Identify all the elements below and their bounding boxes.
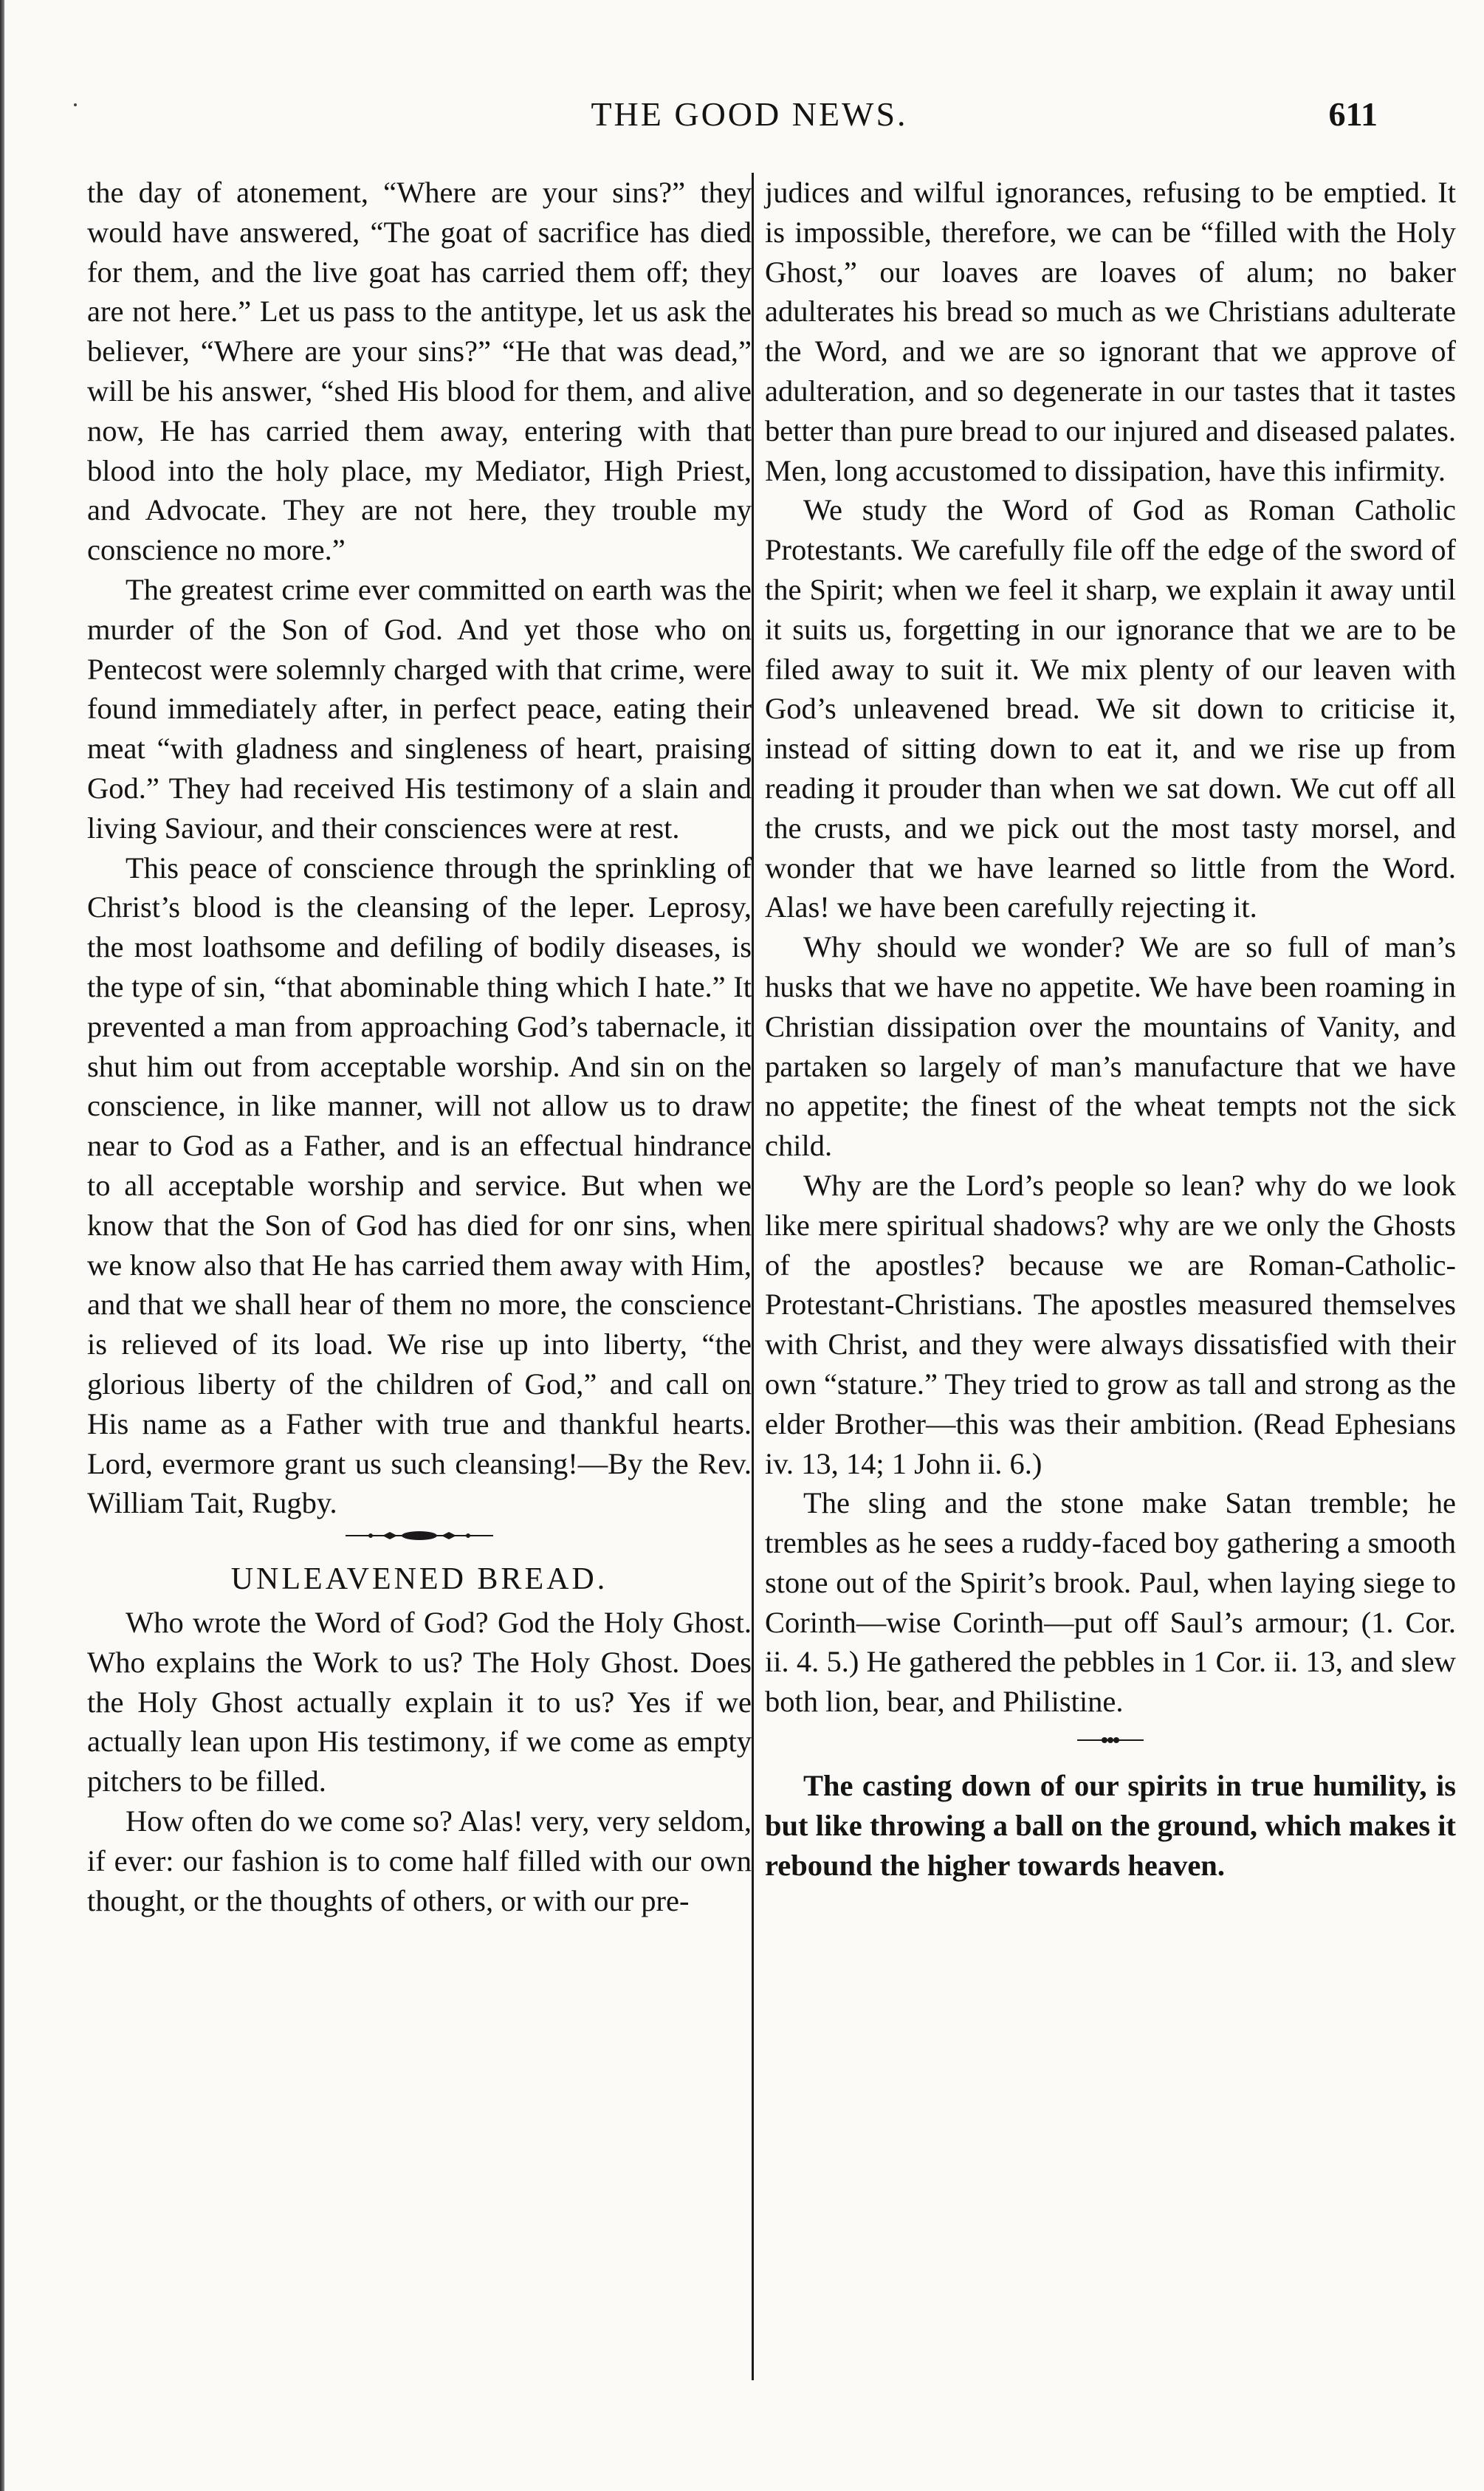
small-divider: [765, 1722, 1456, 1766]
ornament-icon: [338, 1528, 501, 1544]
ink-speck: [74, 103, 77, 106]
right-column: [765, 173, 1456, 1885]
paragraph: Why are the Lord’s people so lean? why do we look like mere spiritual shadows? why are we only the Ghosts of the apostles? because we are Roman-Catholic-Protestant-Christians. The apostles measured themselves with Christ, and they were always dissatisfied with their own “stature.” They tried to grow as tall and strong as the elder Brother—this was their ambition. (Read Ephesians iv. 13, 14; 1 John ii. 6.): [765, 1168, 1456, 1480]
paragraph: This peace of conscience through the sprinkling of Christ’s blood is the cleansing of the leper. Leprosy, the most loathsome and defiling of bodily diseases, is the type of sin, “that abominable thing which I hate.” It prevented a man from approaching God’s tabernacle, it shut him out from acceptable worship. And sin on the conscience, in like manner, will not allow us to draw near to God as a Father, and is an effectual hindrance to all acceptable worship and service. But when we know that the Son of God has died for onr sins, when we know also that He has carried them away with Him, and that we shall hear of them no more, the conscience is relieved of its load. We rise up into liberty, “the glorious liberty of the children of God,” and call on His name as a Father with true and thankful hearts. Lord, evermore grant us such cleansing!—By the Rev. William Tait, Rugby.: [87, 851, 752, 1520]
section-title: UNLEAVENED BREAD.: [230, 1562, 608, 1597]
ornamental-divider: [87, 1528, 752, 1553]
paragraph: judices and wilful ignorances, refusing to be emptied. It is impossible, therefore, we can be “filled with the Holy Ghost,” our loaves are loaves of alum; no baker adulterates his bread so much as we Christians adulterate the Word, and we are so ignorant that we approve of adulteration, and so degenerate in our tastes that it tastes better than pure bread to our injured and diseased palates. Men, long accustomed to dissipation, have this infirmity.: [765, 176, 1456, 487]
left-column: [87, 173, 752, 1920]
ornament-icon: [1077, 1735, 1144, 1745]
column-rule: [752, 173, 754, 2380]
paragraph: How often do we come so? Alas! very, very seldom, if ever: our fashion is to come half filled with our own thought, or the thoughts of others, or with our pre-: [87, 1804, 752, 1917]
page-edge-shadow: [0, 0, 4, 2491]
paragraph: the day of atonement, “Where are your sins?” they would have answered, “The goat of sacrifice has died for them, and the live goat has carried them off; they are not here.” Let us pass to the antitype, let us ask the believer, “Where are your sins?” “He that was dead,” will be his answer, “shed His blood for them, and alive now, He has carried them away, entering with that blood into the holy place, my Mediator, High Priest, and Advocate. They are not here, they trouble my conscience no more.”: [87, 176, 752, 567]
page-number: 611: [1328, 95, 1378, 133]
paragraph: The sling and the stone make Satan tremble; he trembles as he sees a ruddy-faced boy gathering a smooth stone out of the Spirit’s brook. Paul, when laying siege to Corinth—wise Corinth—put off Saul’s armour; (1. Cor. ii. 4. 5.) He gathered the pebbles in 1 Cor. ii. 13, and slew both lion, bear, and Philistine.: [765, 1486, 1456, 1719]
running-title: THE GOOD NEWS.: [591, 95, 908, 133]
closing-paragraph: The casting down of our spirits in true humility, is but like throwing a ball on the ground, which makes it rebound the higher towards heaven.: [765, 1769, 1456, 1882]
paragraph: We study the Word of God as Roman Catholic Protestants. We carefully file off the edge of the sword of the Spirit; when we feel it sharp, we explain it away until it suits us, forgetting in our ignorance that we are to be filed away to suit it. We mix plenty of our leaven with God’s unleavened bread. We sit down to criticise it, instead of sitting down to eat it, and we rise up from reading it prouder than when we sat down. We cut off all the crusts, and we pick out the most tasty morsel, and wonder that we have learned so little from the Word. Alas! we have been carefully rejecting it.: [765, 493, 1456, 924]
paragraph: Why should we wonder? We are so full of man’s husks that we have no appetite. We have been roaming in Christian dissipation over the mountains of Vanity, and partaken so largely of man’s manufacture that we have no appetite; the finest of the wheat tempts not the sick child.: [765, 930, 1456, 1163]
paragraph: The greatest crime ever committed on earth was the murder of the Son of God. And yet those who on Pentecost were solemnly charged with that crime, were found immediately after, in perfect peace, eating their meat “with gladness and singleness of heart, praising God.” They had received His testimony of a slain and living Saviour, and their consciences were at rest.: [87, 572, 752, 845]
page-header: [111, 87, 1388, 154]
paragraph: Who wrote the Word of God? God the Holy Ghost. Who explains the Work to us? The Holy Ghost. Does the Holy Ghost actually explain it to us? Yes if we actually lean upon His testimony, if we come as empty pitchers to be filled.: [87, 1606, 752, 1798]
